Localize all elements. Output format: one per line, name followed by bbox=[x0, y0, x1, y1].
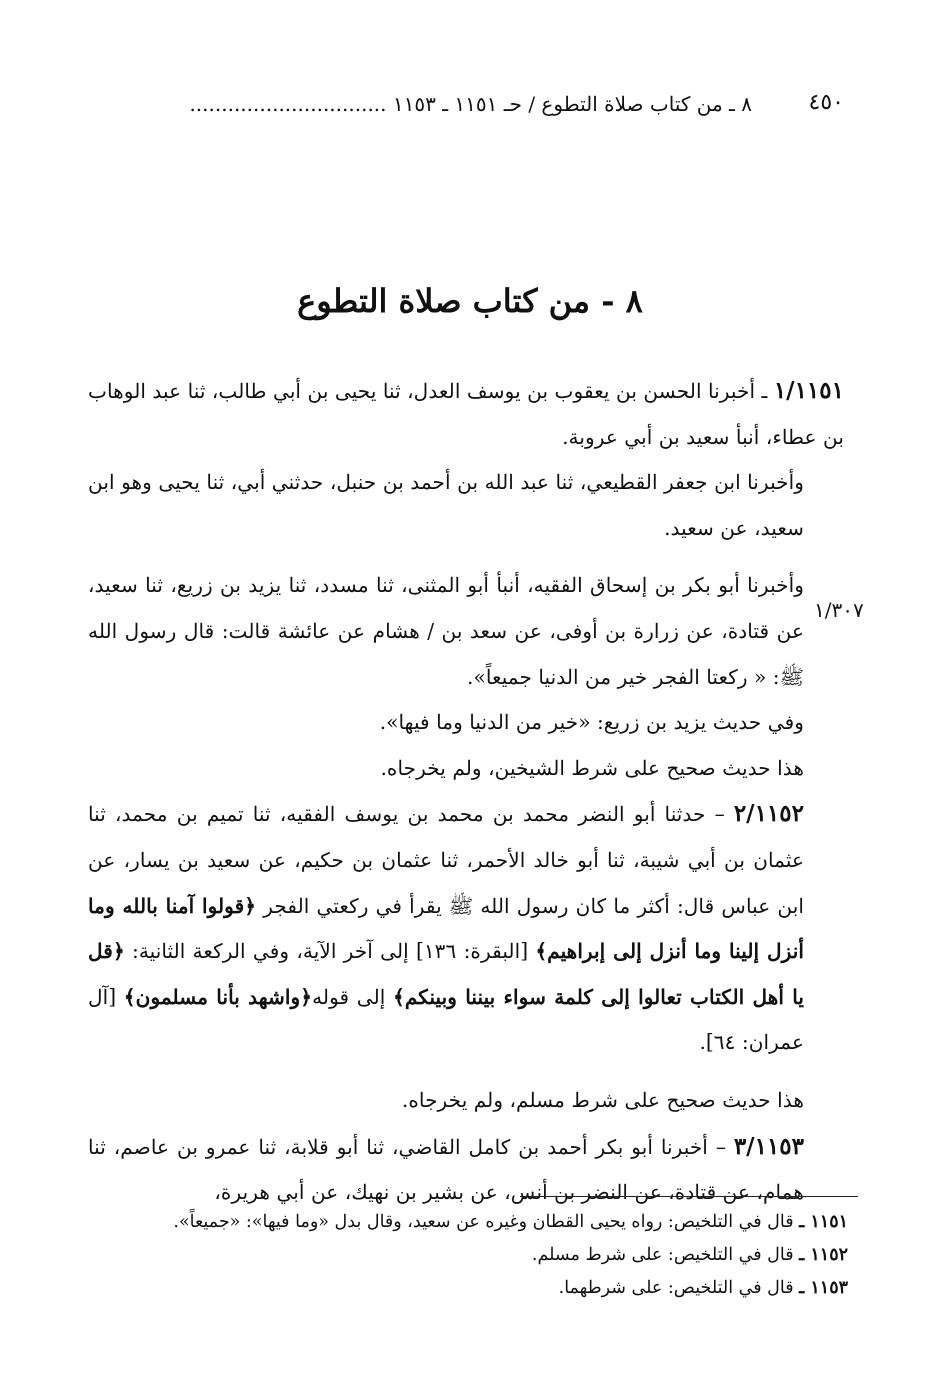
variant-paragraph: وفي حديث يزيد بن زريع: «خير من الدنيا وما فيها». bbox=[379, 710, 804, 735]
quran-verse: ﴿قل يا أهل الكتاب تعالوا إلى كلمة سواء بيننا وبينكم﴾ bbox=[88, 939, 805, 1009]
chain-paragraph: وأخبرنا ابن جعفر القطيعي، ثنا عبد الله بن أحمد بن حنبل، حدثني أبي، ثنا يحيى وهو ابن سعيد، عن سعيد. bbox=[88, 470, 804, 540]
running-header bbox=[88, 90, 844, 120]
footnote-divider bbox=[520, 1196, 858, 1197]
hadith-number: ٢/١١٥٢ bbox=[733, 800, 804, 828]
hadith-text: – أخبرنا أبو بكر أحمد بن كامل القاضي، ثنا أبو قلابة، ثنا عمرو بن عاصم، ثنا همام، عن قتادة، عن النضر بن أنس، عن بشير بن نهيك، عن أبي هريرة، bbox=[88, 1134, 804, 1205]
hadith-text: [البقرة: ١٣٦] إلى آخر الآية، وفي الركعة الثانية: bbox=[124, 939, 536, 964]
footnote-number: ١١٥٢ ـ bbox=[799, 1245, 848, 1265]
footnote bbox=[88, 1239, 848, 1272]
hadith-1151-paragraph bbox=[88, 368, 844, 460]
quran-verse: ﴿قولوا آمنا بالله وما أنزل إلينا وما أنزل إلى إبراهيم﴾ bbox=[88, 893, 804, 964]
running-title: ٨ ـ من كتاب صلاة التطوع / حـ ١١٥١ ـ ١١٥٣ ............................... bbox=[189, 92, 752, 116]
hadith-1152-paragraph bbox=[88, 791, 844, 1066]
hadith-number: ١/١١٥١ bbox=[773, 377, 844, 404]
grading-paragraph: هذا حديث صحيح على شرط الشيخين، ولم يخرجاه. bbox=[380, 755, 804, 780]
footnote-number: ١١٥٣ ـ bbox=[799, 1278, 848, 1298]
quran-verse: ﴿واشهد بأنا مسلمون﴾ bbox=[123, 984, 313, 1009]
hadith-number: ٣/١١٥٣ bbox=[733, 1132, 804, 1160]
hadith-text: إلى قوله bbox=[312, 984, 394, 1009]
main-text bbox=[88, 368, 844, 1216]
footnote bbox=[88, 1272, 848, 1305]
grading-paragraph: هذا حديث صحيح على شرط مسلم، ولم يخرجاه. bbox=[401, 1087, 804, 1112]
footnote-text: قال في التلخيص: على شرطهما. bbox=[558, 1278, 800, 1298]
footnotes bbox=[88, 1206, 848, 1305]
hadith-1153-paragraph bbox=[88, 1124, 844, 1216]
hadith-text: – حدثنا أبو النضر محمد بن محمد بن يوسف الفقيه، ثنا تميم بن محمد، ثنا عثمان بن أبي شيبة، ثنا أبو خالد الأحمر، ثنا عثمان بن حكيم، عن سعيد بن يسار، عن ابن عباس قال: أكثر ما كان رسول الله ﷺ يقرأ في ركعتي الفجر bbox=[88, 802, 804, 918]
footnote-text: قال في التلخيص: على شرط مسلم. bbox=[531, 1245, 800, 1265]
chain-paragraph: وأخبرنا أبو بكر بن إسحاق الفقيه، أنبأ أبو المثنى، ثنا مسدد، ثنا يزيد بن زريع، ثنا سعيد، عن قتادة، عن زرارة بن أوفى، عن سعد بن / هشام عن عائشة قالت: قال رسول الله ﷺ: « ركعتا الفجر خير من الدنيا جميعاً». bbox=[88, 573, 804, 689]
chapter-title: ٨ - من كتاب صلاة التطوع bbox=[297, 282, 643, 320]
margin-reference: ١/٣٠٧ bbox=[814, 598, 864, 622]
footnote bbox=[88, 1206, 848, 1239]
hadith-text: [آل عمران: ٦٤]. bbox=[88, 984, 804, 1055]
footnote-number: ١١٥١ ـ bbox=[799, 1212, 848, 1232]
hadith-text: ـ أخبرنا الحسن بن يعقوب بن يوسف العدل، ثنا يحيى بن أبي طالب، ثنا عبد الوهاب بن عطاء، أنبأ سعيد بن أبي عروبة. bbox=[88, 379, 844, 449]
footnote-text: قال في التلخيص: رواه يحيى القطان وغيره عن سعيد، وقال بدل «وما فيها»: «جميعاً». bbox=[173, 1212, 800, 1232]
page-number: ٤٥٠ bbox=[808, 90, 844, 115]
